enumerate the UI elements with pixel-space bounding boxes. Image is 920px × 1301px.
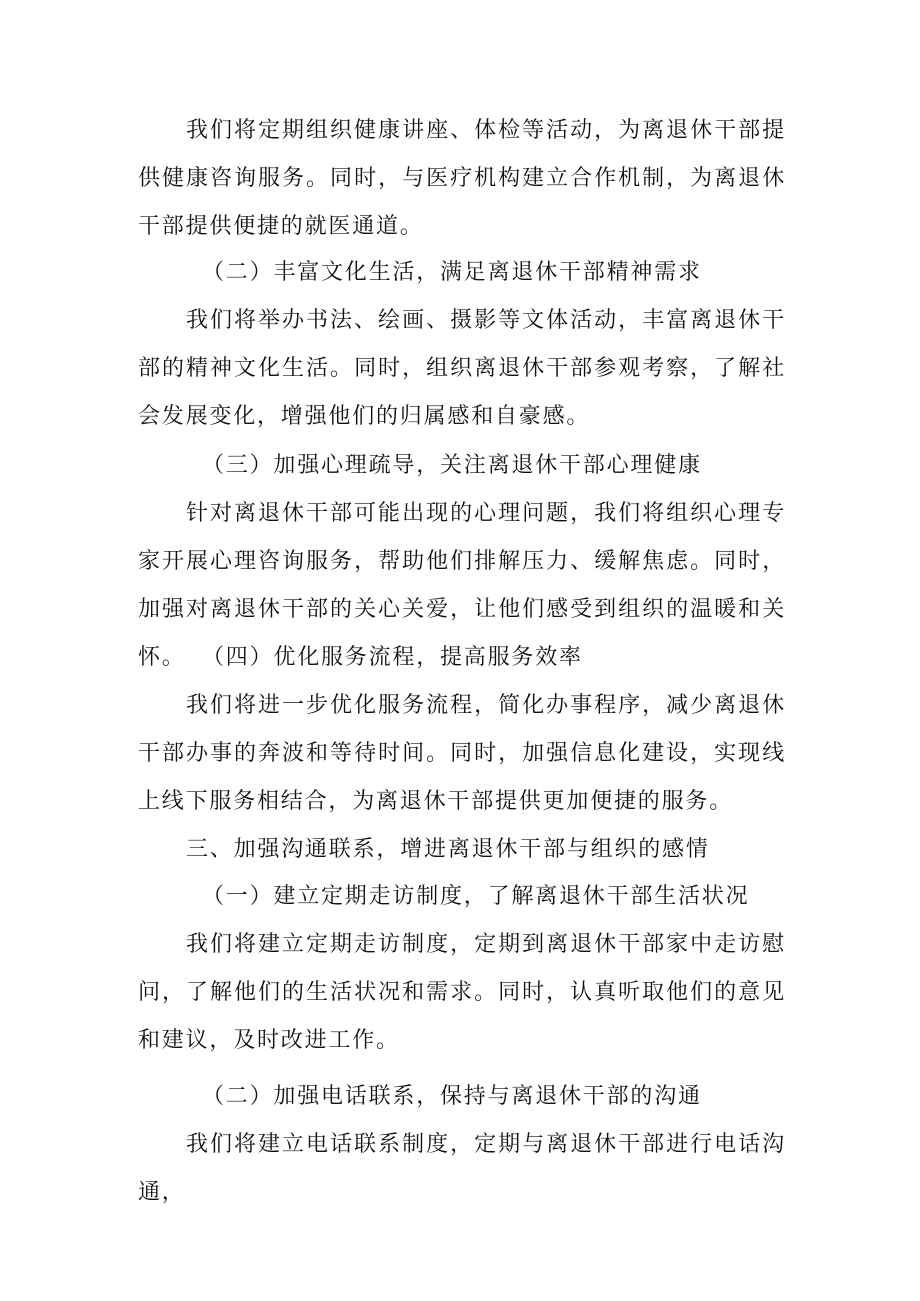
body-paragraph: 我们将进一步优化服务流程，简化办事程序，减少离退休干部办事的奔波和等待时间。同时，加强信息化建设，实现线上线下服务相结合，为离退休干部提供更加便捷的服务。: [138, 693, 786, 814]
body-paragraph: 我们将定期组织健康讲座、体检等活动，为离退休干部提供健康咨询服务。同时，与医疗机构建立合作机制，为离退休干部提供便捷的就医通道。: [138, 118, 786, 239]
body-paragraph: 针对离退休干部可能出现的心理问题，我们将组织心理专家开展心理咨询服务，帮助他们排解压力、缓解焦虑。同时，加强对离退休干部的关心关爱，让他们感受到组织的温暖和关怀。: [138, 501, 786, 670]
body-paragraph: 我们将建立电话联系制度，定期与离退休干部进行电话沟通，: [138, 1132, 786, 1205]
body-paragraph: 我们将举办书法、绘画、摄影等文体活动，丰富离退休干部的精神文化生活。同时，组织离退休干部参观考察，了解社会发展变化，增强他们的归属感和自豪感。: [138, 308, 786, 429]
subheading: （三）加强心理疏导，关注离退休干部心理健康: [202, 453, 702, 478]
body-paragraph: 我们将建立定期走访制度，定期到离退休干部家中走访慰问，了解他们的生活状况和需求。同时，认真听取他们的意见和建议，及时改进工作。: [138, 932, 786, 1053]
subheading: （一）建立定期走访制度，了解离退休干部生活状况: [202, 884, 750, 909]
subheading: （二）加强电话联系，保持与离退休干部的沟通: [202, 1084, 702, 1109]
subheading: （四）优化服务流程，提高服务效率: [202, 645, 583, 670]
section-heading: 三、加强沟通联系，增进离退休干部与组织的感情: [186, 837, 710, 862]
subheading: （二）丰富文化生活，满足离退休干部精神需求: [202, 260, 702, 285]
